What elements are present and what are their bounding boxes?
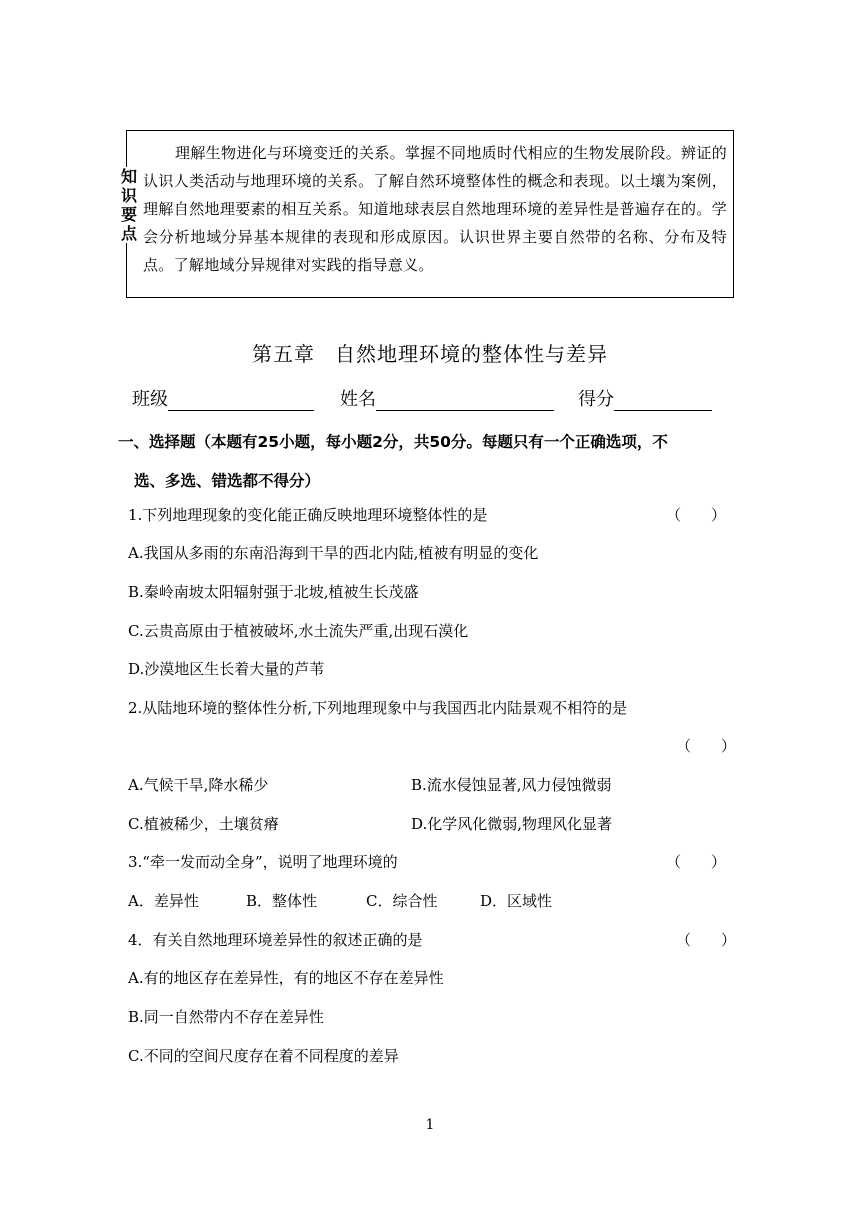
question-3-answer-paren[interactable]: （ ） (666, 853, 727, 871)
question-3-option-d: D．区域性 (480, 892, 553, 910)
class-field[interactable] (132, 385, 314, 411)
knowledge-text: 理解生物进化与环境变迁的关系。掌握不同地质时代相应的生物发展阶段。辨证的认识人类活动与地理环境的关系。了解自然环境整体性的概念和表现。以土壤为案例，理解自然地理要素的相互关系。知道地球表层自然地理环境的差异性是普遍存在的。学会分析地域分异基本规律的表现和形成原因。认识世界主要自然带的名称、分布及特点。了解地域分异规律对实践的指导意义。 (143, 144, 727, 274)
chapter-name: 自然地理环境的整体性与差异 (335, 342, 608, 366)
question-1-option-b: B.秦岭南坡太阳辐射强于北坡,植被生长茂盛 (128, 583, 419, 601)
question-2-answer-paren[interactable]: （ ） (676, 737, 737, 755)
name-field[interactable] (340, 385, 554, 411)
score-field[interactable] (578, 385, 712, 411)
question-4-option-b: B.同一自然带内不存在差异性 (128, 1008, 324, 1026)
class-blank[interactable] (168, 390, 314, 411)
question-3-option-b: B．整体性 (246, 892, 318, 910)
question-3-option-a: A．差异性 (128, 892, 199, 910)
name-label: 姓名 (340, 389, 376, 410)
question-4-answer-paren[interactable]: （ ） (676, 931, 737, 949)
name-blank[interactable] (376, 390, 554, 411)
section-heading (118, 423, 738, 501)
knowledge-tag-char: 知 (120, 167, 137, 186)
question-1-answer-paren[interactable]: （ ） (666, 506, 727, 524)
section-heading-line1: 一、选择题（本题有25小题，每小题2分，共50分。每题只有一个正确选项，不 (118, 433, 668, 451)
score-blank[interactable] (614, 390, 712, 411)
question-3-option-c: C．综合性 (366, 892, 438, 910)
score-label: 得分 (578, 389, 614, 410)
question-2-option-c: C.植被稀少，土壤贫瘠 (128, 815, 279, 833)
question-4-option-c: C.不同的空间尺度存在着不同程度的差异 (128, 1047, 399, 1065)
question-2-option-b: B.流水侵蚀显著,风力侵蚀微弱 (411, 776, 612, 794)
knowledge-box (120, 130, 734, 298)
question-4-stem: 4．有关自然地理环境差异性的叙述正确的是 (128, 931, 423, 949)
question-1-option-c: C.云贵高原由于植被破坏,水土流失严重,出现石漠化 (128, 622, 469, 640)
question-3-stem: 3.“牵一发而动全身”，说明了地理环境的 (128, 853, 398, 871)
chapter-number: 第五章 (252, 342, 315, 366)
question-2-option-d: D.化学风化微弱,物理风化显著 (411, 815, 613, 833)
knowledge-tag-char: 点 (120, 224, 137, 243)
question-1-option-a: A.我国从多雨的东南沿海到干旱的西北内陆,植被有明显的变化 (128, 544, 539, 562)
chapter-title (0, 338, 860, 367)
knowledge-tag-char: 要 (120, 205, 137, 224)
question-2-stem: 2.从陆地环境的整体性分析,下列地理现象中与我国西北内陆景观不相符的是 (128, 699, 628, 717)
page-number: 1 (425, 1117, 435, 1133)
section-heading-line2: 选、多选、错选都不得分） (134, 472, 321, 490)
question-1-option-d: D.沙漠地区生长着大量的芦苇 (128, 660, 325, 678)
knowledge-tag-char: 识 (120, 186, 137, 205)
question-4-option-a: A.有的地区存在差异性，有的地区不存在差异性 (128, 969, 444, 987)
question-1-stem: 1.下列地理现象的变化能正确反映地理环境整体性的是 (128, 506, 488, 524)
class-label: 班级 (132, 389, 168, 410)
question-2-option-a: A.气候干旱,降水稀少 (128, 776, 269, 794)
